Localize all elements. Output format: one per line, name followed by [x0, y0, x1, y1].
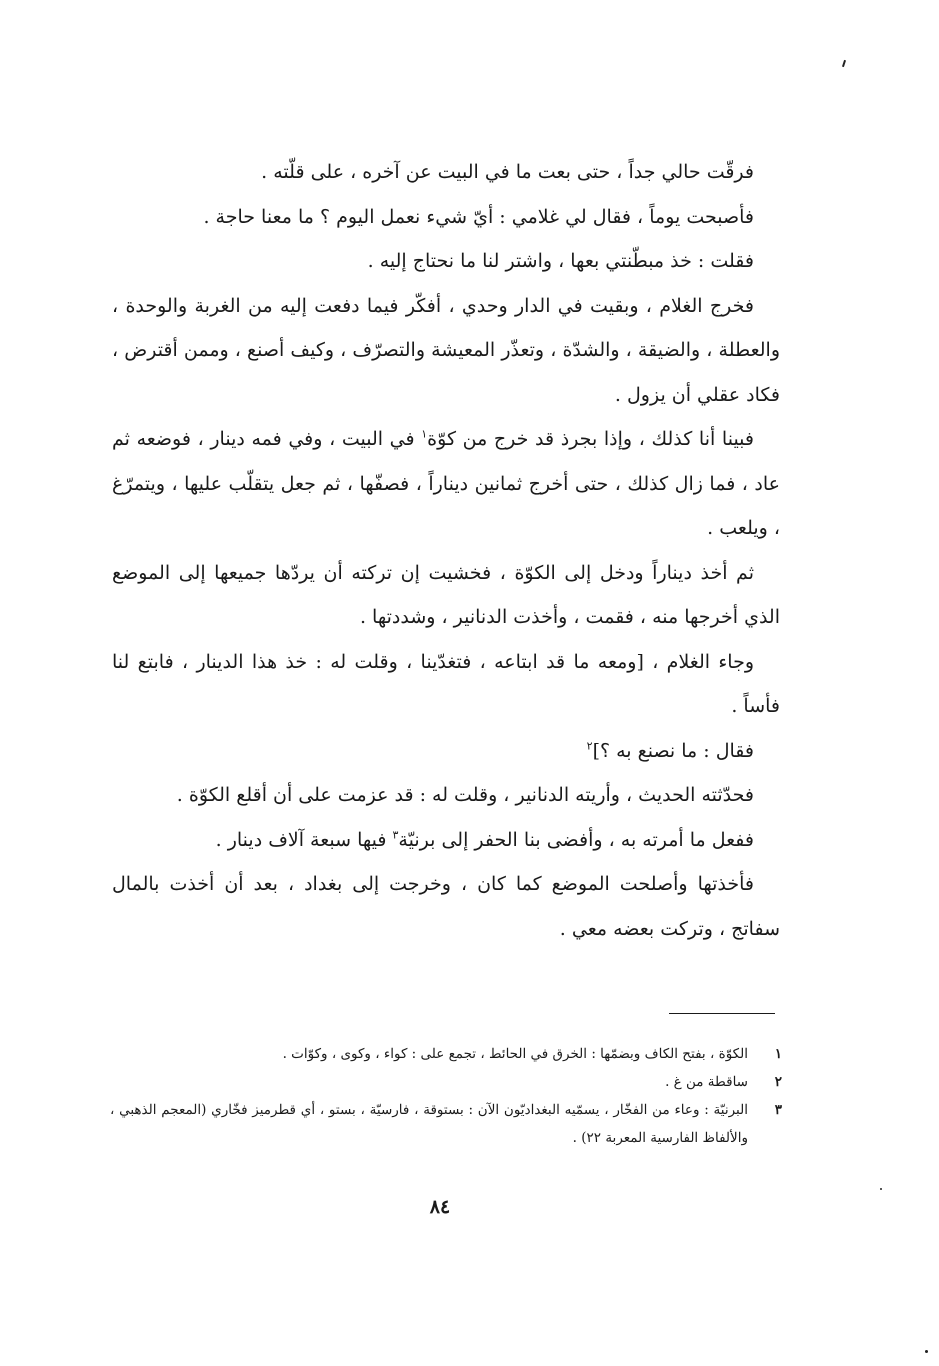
paragraph-10: [112, 818, 780, 863]
footnote-divider: [669, 1013, 775, 1014]
paragraph-9: فحدّثته الحديث ، وأريته الدنانير ، وقلت له : قد عزمت على أن أقلع الكوّة .: [176, 784, 754, 806]
footnote-text: الكوّة ، بفتح الكاف وبضمّها : الخرق في الحائط ، تجمع على : كواء ، وكوى ، وكوّات .: [282, 1046, 748, 1062]
footnote-number: ٣: [774, 1102, 782, 1118]
paragraph-11: فأخذتها وأصلحت الموضع كما كان ، وخرجت إلى بغداد ، بعد أن أخذت بالمال سفاتج ، وتركت بعضه معي .: [112, 873, 780, 940]
paragraph-6: ثم أخذ ديناراً ودخل إلى الكوّة ، فخشيت إن تركته أن يردّها جميعها إلى الموضع الذي أخرجها منه ، فقمت ، وأخذت الدنانير ، وشددتها .: [112, 561, 780, 628]
footnote-1: [110, 1040, 782, 1068]
main-text: [112, 150, 780, 951]
footnote-3: [110, 1096, 782, 1152]
paragraph-8-part-1: فقال : ما نصنع به ؟]: [592, 739, 754, 762]
paragraph-5-part-1: فبينا أنا كذلك ، وإذا بجرذ قد خرج من كوّة: [427, 428, 755, 450]
paragraph-4: فخرج الغلام ، وبقيت في الدار وحدي ، أفكّر فيما دفعت إليه من الغربة والوحدة ، والعطلة ، والضيقة ، والشدّة ، وتعذّر المعيشة والتصرّف ، وكيف أصنع ، وممن أقترض ، فكاد عقلي أن يزول .: [112, 294, 780, 406]
paragraph-7: وجاء الغلام ، [ومعه ما قد ابتاعه ، فتغدّينا ، وقلت له : خذ هذا الدينار ، فابتع لنا فأساً .: [112, 650, 780, 717]
footnote-number: ١: [774, 1046, 782, 1062]
paragraph-5-part-2: في البيت ، وفي فمه دينار ، فوضعه ثم عاد ، فما زال كذلك ، حتى أخرج ثمانين ديناراً ، فصفّها ، ثم جعل يتقلّب عليها ، ويتمرّغ ، ويلعب .: [112, 428, 780, 539]
paragraph-8: [112, 729, 780, 774]
footnote-ref-2: ٢: [586, 739, 593, 753]
paragraph-5: [112, 417, 780, 551]
footnote-ref-3: ٣: [392, 828, 399, 842]
paragraph-10-part-1: ففعل ما أمرته به ، وأفضى بنا الحفر إلى برنيّة: [398, 828, 754, 851]
scan-speck: [925, 1350, 928, 1353]
scan-speck: [842, 60, 846, 67]
footnote-number: ٢: [774, 1074, 782, 1090]
footnote-text: ساقطة من غ .: [665, 1074, 748, 1090]
paragraph-2: فأصبحت يوماً ، فقال لي غلامي : أيّ شيء نعمل اليوم ؟ ما معنا حاجة .: [203, 205, 754, 228]
page-number: ٨٤: [429, 1196, 451, 1218]
paragraph-1: فرقّت حالي جداً ، حتى بعت ما في البيت عن آخره ، على قلّته .: [261, 161, 754, 183]
footnotes: [110, 1040, 782, 1152]
scan-speck: [880, 1188, 882, 1190]
footnote-2: [110, 1068, 782, 1096]
footnote-text: البرنيّة : وعاء من الفخّار ، يسمّيه البغداديّون الآن : بستوقة ، فارسيّة ، بستو ، أي قطرميز فخّاري (المعجم الذهبي ، والألفاظ الفارسية المعربة ٢٢) .: [110, 1102, 748, 1146]
paragraph-3: فقلت : خذ مبطّنتي بعها ، واشتر لنا ما نحتاج إليه .: [367, 250, 754, 272]
paragraph-10-part-2: فيها سبعة آلاف دينار .: [215, 828, 393, 851]
footnote-ref-1: ١: [421, 427, 428, 441]
